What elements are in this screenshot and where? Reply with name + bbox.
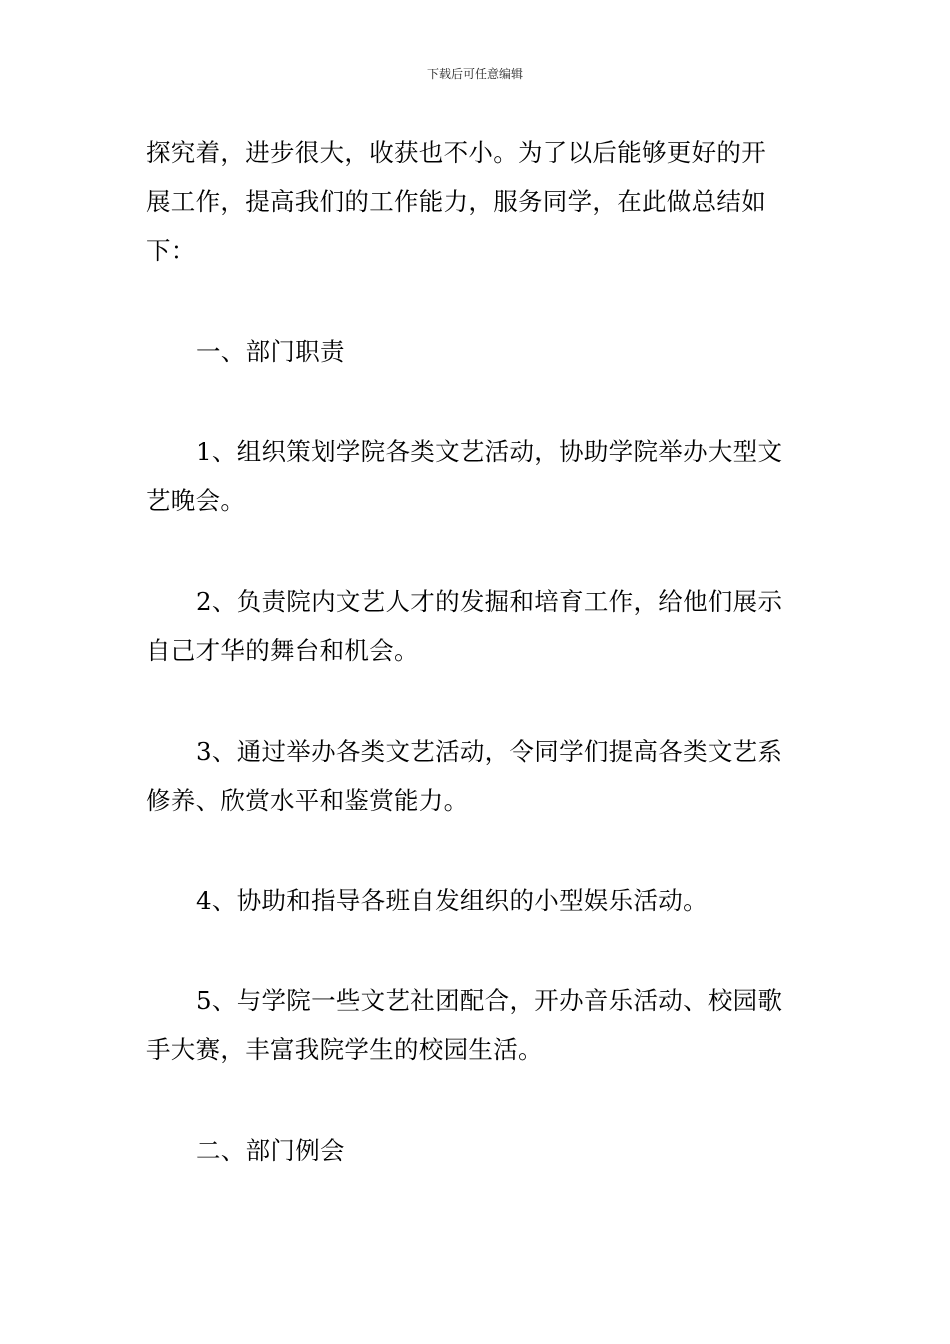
section-heading-2: 二、部门例会 — [196, 1136, 345, 1165]
item-4-line-1: 4、协助和指导各班自发组织的小型娱乐活动。 — [196, 886, 708, 915]
item-2-line-2: 自己才华的舞台和机会。 — [146, 636, 419, 665]
intro-line-1: 探究着，进步很大，收获也不小。为了以后能够更好的开 — [146, 138, 766, 167]
item-3-line-2: 修养、欣赏水平和鉴赏能力。 — [146, 786, 469, 815]
document-body — [146, 128, 806, 1175]
intro-paragraph — [146, 128, 806, 275]
intro-line-2: 展工作，提高我们的工作能力，服务同学，在此做总结如 — [146, 187, 766, 216]
intro-line-3: 下： — [146, 236, 196, 265]
list-item — [146, 727, 806, 825]
item-1-line-2: 艺晚会。 — [146, 486, 246, 515]
item-3-line-1: 3、通过举办各类文艺活动，令同学们提高各类文艺系 — [196, 737, 783, 766]
list-item — [146, 876, 806, 925]
item-5-line-2: 手大赛，丰富我院学生的校园生活。 — [146, 1035, 543, 1064]
list-item — [146, 976, 806, 1074]
page-header: 下载后可任意编辑 — [426, 67, 523, 81]
section-heading-1: 一、部门职责 — [196, 337, 345, 366]
item-2-line-1: 2、负责院内文艺人才的发掘和培育工作，给他们展示 — [196, 587, 783, 616]
item-1-line-1: 1、组织策划学院各类文艺活动，协助学院举办大型文 — [196, 437, 783, 466]
list-item — [146, 427, 806, 525]
list-item — [146, 577, 806, 675]
item-5-line-1: 5、与学院一些文艺社团配合，开办音乐活动、校园歌 — [196, 986, 783, 1015]
